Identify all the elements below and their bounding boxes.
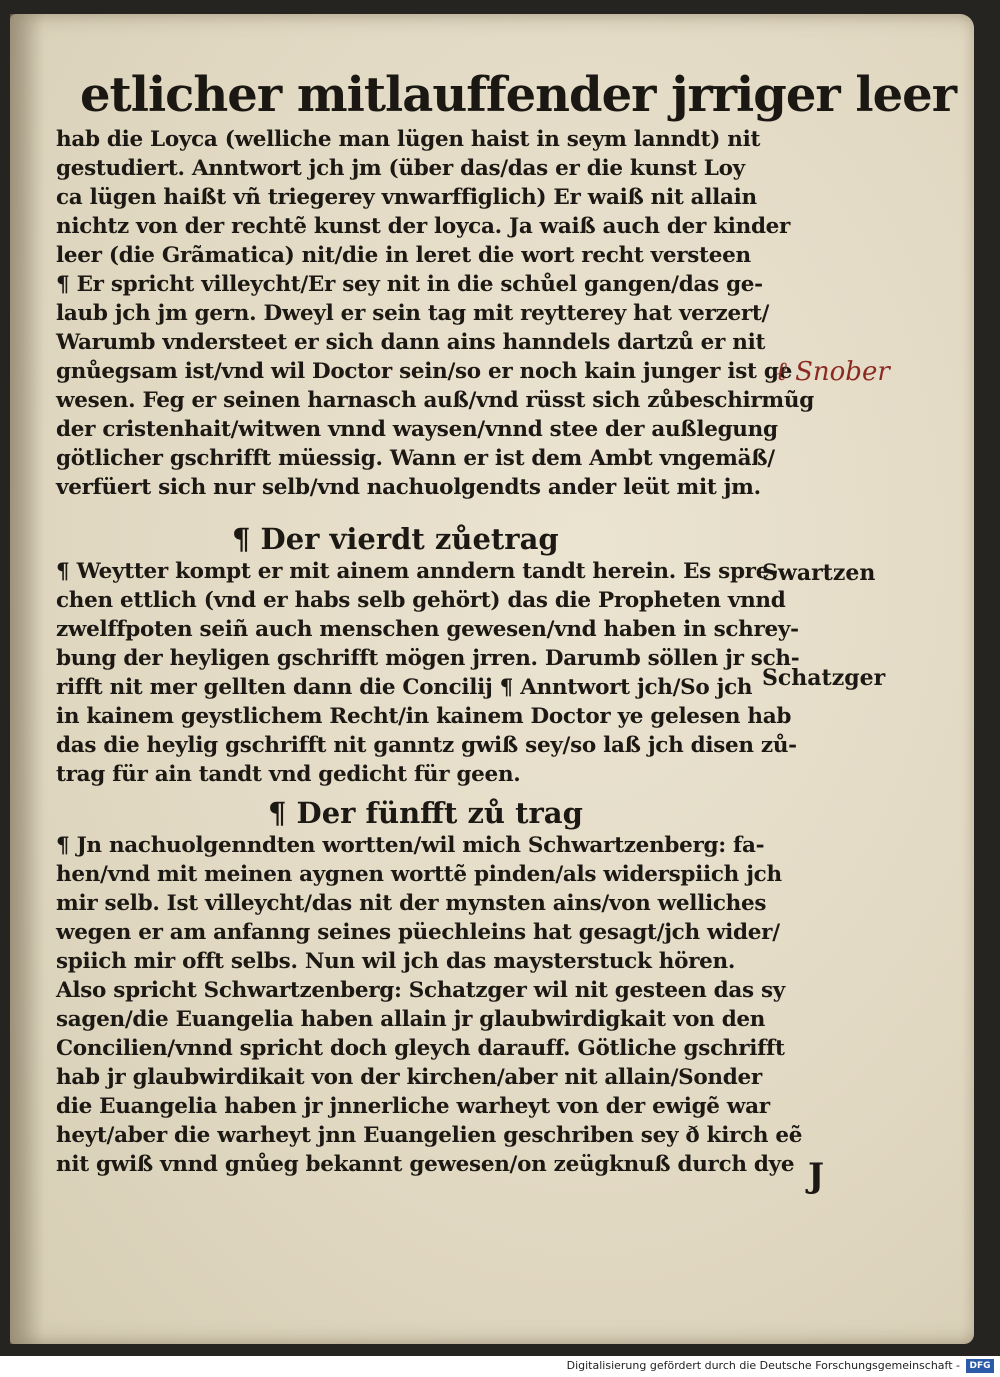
text-line: gestudiert. Anntwort jch jm (über das/das er die kunst Loy bbox=[56, 156, 745, 181]
page-heading: etlicher mitlauffender jrriger leer bbox=[80, 67, 956, 123]
text-line: ¶ Er spricht villeycht/Er sey nit in die schůel gangen/das ge- bbox=[56, 272, 763, 297]
text-line: spiich mir offt selbs. Nun wil jch das maysterstuck hören. bbox=[56, 949, 736, 974]
page-gutter-shadow bbox=[10, 14, 44, 1344]
text-line: das die heylig gschrifft nit ganntz gwiß sey/so laß jch disen zů- bbox=[56, 733, 797, 758]
text-line: sagen/die Euangelia haben allain jr glaubwirdigkait von den bbox=[56, 1007, 766, 1032]
text-line: der cristenhait/witwen vnnd waysen/vnnd stee der außlegung bbox=[56, 417, 778, 442]
dfg-logo: DFG bbox=[966, 1359, 994, 1373]
text-line: ¶ Weytter kompt er mit ainem anndern tandt herein. Es spre- bbox=[56, 559, 778, 584]
text-line: hab die Loyca (welliche man lügen haist in seym lanndt) nit bbox=[56, 127, 761, 152]
text-line: mir selb. Ist villeycht/das nit der mynsten ains/von welliches bbox=[56, 891, 767, 916]
text-line: nit gwiß vnnd gnůeg bekannt gewesen/on zeügknuß durch dye bbox=[56, 1152, 795, 1177]
margin-note-handwritten: ℓ Snober bbox=[776, 357, 890, 387]
text-line: hen/vnd mit meinen aygnen worttẽ pinden/als widerspiich jch bbox=[56, 862, 782, 887]
text-block-3 bbox=[56, 831, 803, 1179]
text-line: chen ettlich (vnd er habs selb gehört) das die Propheten vnnd bbox=[56, 588, 786, 613]
section-heading-fuenfft: ¶ Der fünfft zů trag bbox=[268, 796, 583, 830]
text-line: Concilien/vnnd spricht doch gleych darauff. Götliche gschrifft bbox=[56, 1036, 785, 1061]
signature-mark: J bbox=[808, 1156, 825, 1196]
text-line: ¶ Jn nachuolgenndten wortten/wil mich Schwartzenberg: fa- bbox=[56, 833, 765, 858]
text-line: hab jr glaubwirdikait von der kirchen/aber nit allain/Sonder bbox=[56, 1065, 762, 1090]
text-line: bung der heyligen gschrifft mögen jrren. Darumb söllen jr sch- bbox=[56, 646, 800, 671]
footer-credit: Digitalisierung gefördert durch die Deutsche Forschungsgemeinschaft - bbox=[566, 1359, 960, 1372]
margin-note-schatzger: Schatzger bbox=[762, 665, 886, 691]
text-line: trag für ain tandt vnd gedicht für geen. bbox=[56, 762, 521, 787]
text-line: wegen er am anfanng seines püechleins hat gesagt/jch wider/ bbox=[56, 920, 780, 945]
text-line: leer (die Grãmatica) nit/die in leret die wort recht versteen bbox=[56, 243, 751, 268]
text-block-2 bbox=[56, 557, 800, 789]
text-line: götlicher gschrifft müessig. Wann er ist dem Ambt vngemäß/ bbox=[56, 446, 775, 471]
section-heading-vierdt: ¶ Der vierdt zůetrag bbox=[232, 522, 559, 556]
footer-bar bbox=[0, 1356, 1000, 1377]
text-line: Warumb vndersteet er sich dann ains hanndels dartzů er nit bbox=[56, 330, 766, 355]
text-line: heyt/aber die warheyt jnn Euangelien geschriben sey ð kirch eẽ bbox=[56, 1123, 803, 1148]
text-line: zwelffpoten seiñ auch menschen gewesen/vnd haben in schrey- bbox=[56, 617, 799, 642]
text-block-1 bbox=[56, 125, 814, 502]
text-line: laub jch jm gern. Dweyl er sein tag mit reytterey hat verzert/ bbox=[56, 301, 770, 326]
text-line: wesen. Feg er seinen harnasch auß/vnd rüsst sich zůbeschirmũg bbox=[56, 388, 814, 413]
text-line: die Euangelia haben jr jnnerliche warheyt von der ewigẽ war bbox=[56, 1094, 770, 1119]
text-line: Also spricht Schwartzenberg: Schatzger wil nit gesteen das sy bbox=[56, 978, 785, 1003]
text-line: nichtz von der rechtẽ kunst der loyca. Ja waiß auch der kinder bbox=[56, 214, 791, 239]
text-line: gnůegsam ist/vnd wil Doctor sein/so er noch kain junger ist ge bbox=[56, 359, 792, 384]
text-line: verfüert sich nur selb/vnd nachuolgendts ander leüt mit jm. bbox=[56, 475, 761, 500]
text-line: rifft nit mer gellten dann die Concilij ¶ Anntwort jch/So jch bbox=[56, 675, 753, 700]
text-line: in kainem geystlichem Recht/in kainem Doctor ye gelesen hab bbox=[56, 704, 792, 729]
text-line: ca lügen haißt vñ triegerey vnwarffiglich) Er waiß nit allain bbox=[56, 185, 757, 210]
margin-note-swartzen: Swartzen bbox=[762, 560, 876, 586]
